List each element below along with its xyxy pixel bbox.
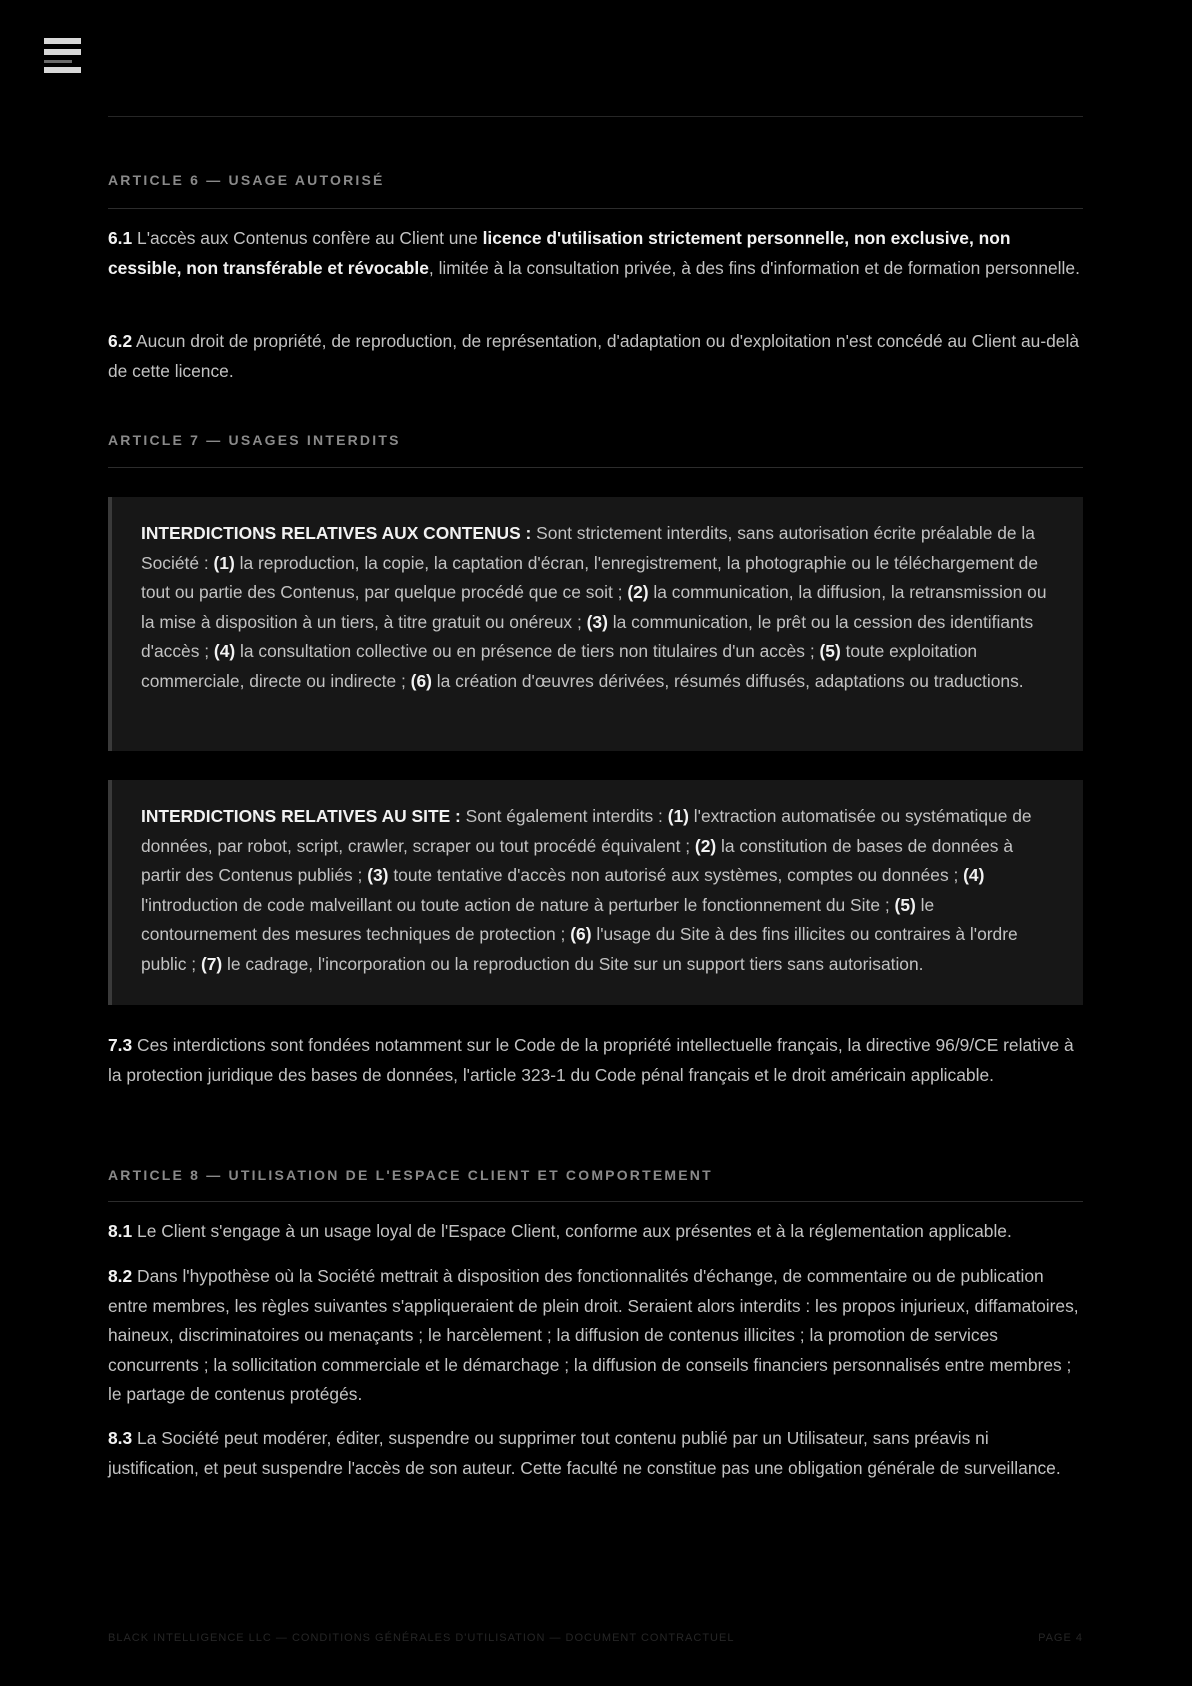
paragraph-text: La Société peut modérer, éditer, suspendre ou supprimer tout contenu publié par un Utilisateur, sans préavis ni justification, et peut suspendre l'accès de son auteur. Cette faculté ne constitue pas une obligation générale de surveillance. — [108, 1428, 1061, 1478]
paragraph-number: 6.1 — [108, 228, 133, 248]
paragraph-text: L'accès aux Contenus confère au Client une — [132, 228, 483, 248]
site-prohibitions-box — [108, 780, 1083, 1005]
item-number: (5) — [819, 641, 841, 661]
paragraph-number: 8.3 — [108, 1428, 133, 1448]
item-text: le cadrage, l'incorporation ou la reproduction du Site sur un support tiers sans autorisation. — [222, 953, 924, 974]
item-number: (1) — [213, 552, 235, 573]
paragraph-text: Le Client s'engage à un usage loyal de l'Espace Client, conforme aux présentes et à la réglementation applicable. — [132, 1221, 1012, 1241]
article-7-divider — [108, 467, 1083, 468]
footer-page-number: PAGE 4 — [1038, 1632, 1083, 1644]
paragraph-7-3 — [108, 1031, 1083, 1090]
item-number: (5) — [894, 894, 916, 915]
item-number: (3) — [586, 611, 608, 632]
article-8-divider — [108, 1201, 1083, 1202]
item-text: la reproduction, la copie, la captation d'écran, l'enregistrement, la photographie ou le téléchargement de tout ou partie des Contenus, par quelque procédé que ce soit ; — [141, 552, 1039, 602]
paragraph-6-1 — [108, 224, 1083, 283]
item-text: la création d'œuvres dérivées, résumés diffusés, adaptations ou traductions. — [431, 670, 1024, 691]
item-number: (7) — [200, 953, 223, 974]
article-6-divider — [108, 208, 1083, 209]
box-items — [141, 806, 1032, 974]
paragraph-text: Ces interdictions sont fondées notamment sur le Code de la propriété intellectuelle français, la directive 96/9/CE relative à la protection juridique des bases de données, l'article 323-1 du Code pénal français et le droit américain applicable. — [108, 1035, 1074, 1085]
content-prohibitions-box — [108, 497, 1083, 751]
paragraph-number: 7.3 — [108, 1035, 133, 1055]
item-text: l'introduction de code malveillant ou toute action de nature à perturber le fonctionnement du Site ; — [141, 894, 895, 915]
item-text: l'extraction automatisée ou systématique de données, par robot, script, crawler, scraper ou tout procédé équivalent ; — [141, 806, 1032, 856]
article-6-heading: ARTICLE 6 — USAGE AUTORISÉ — [108, 172, 385, 188]
paragraph-text: Aucun droit de propriété, de reproduction, de représentation, d'adaptation ou d'exploitation n'est concédé au Client au-delà de cette licence. — [108, 331, 1079, 381]
paragraph-emphasis: licence d'utilisation strictement personnelle, non exclusive, non cessible, non transférable et révocable — [108, 228, 1011, 278]
paragraph-text: Dans l'hypothèse où la Société mettrait à disposition des fonctionnalités d'échange, de commentaire ou de publication entre membres, les règles suivantes s'appliqueraient de plein droit. Seraient alors interdits : les propos injurieux, diffamatoires, haineux, discriminatoires ou menaçants ; le harcèlement ; la diffusion de contenus illicites ; la promotion de services concurrents ; la sollicitation commerciale et le démarchage ; la diffusion de conseils financiers personnalisés entre membres ; le partage de contenus protégés. — [108, 1266, 1079, 1404]
item-number: (2) — [694, 835, 717, 856]
box-intro: Sont également interdits : — [460, 806, 668, 826]
paragraph-number: 8.2 — [108, 1266, 133, 1286]
top-divider — [108, 116, 1083, 117]
paragraph-8-2 — [108, 1262, 1083, 1410]
item-number: (4) — [963, 865, 985, 885]
item-text: la constitution de bases de données à partir des Contenus publiés ; — [141, 835, 1014, 885]
hamburger-menu-icon[interactable] — [44, 38, 81, 75]
item-text: le contournement des mesures techniques de protection ; — [141, 894, 935, 944]
paragraph-number: 8.1 — [108, 1221, 133, 1241]
box-items — [141, 553, 1047, 691]
box-intro: Sont strictement interdits, sans autorisation écrite préalable de la Société : — [141, 523, 1035, 573]
item-text: la communication, le prêt ou la cession des identifiants d'accès ; — [141, 611, 1034, 661]
paragraph-8-3 — [108, 1424, 1083, 1483]
paragraph-number: 6.2 — [108, 331, 133, 351]
item-text: toute tentative d'accès non autorisé aux systèmes, comptes ou données ; — [388, 865, 964, 885]
item-number: (6) — [410, 670, 432, 691]
item-text: l'usage du Site à des fins illicites ou contraires à l'ordre public ; — [141, 924, 1018, 974]
item-number: (1) — [667, 806, 689, 826]
item-number: (4) — [213, 641, 236, 661]
item-text: toute exploitation commerciale, directe ou indirecte ; — [141, 641, 978, 691]
item-number: (6) — [570, 924, 592, 944]
item-text: la communication, la diffusion, la retransmission ou la mise à disposition à un tiers, à titre gratuit ou onéreux ; — [141, 582, 1047, 632]
article-8-heading: ARTICLE 8 — UTILISATION DE L'ESPACE CLIENT ET COMPORTEMENT — [108, 1167, 713, 1183]
paragraph-8-1 — [108, 1217, 1083, 1247]
footer-legal-text: BLACK INTELLIGENCE LLC — CONDITIONS GÉNÉRALES D'UTILISATION — DOCUMENT CONTRACTUEL — [108, 1632, 735, 1644]
paragraph-6-2 — [108, 327, 1083, 386]
paragraph-text: , limitée à la consultation privée, à des fins d'information et de formation personnelle. — [428, 257, 1080, 278]
item-text: la consultation collective ou en présence de tiers non titulaires d'un accès ; — [235, 641, 820, 661]
box-title: INTERDICTIONS RELATIVES AU SITE : — [141, 806, 461, 826]
article-7-heading: ARTICLE 7 — USAGES INTERDITS — [108, 432, 401, 448]
item-number: (2) — [627, 582, 649, 602]
item-number: (3) — [367, 865, 389, 885]
box-title: INTERDICTIONS RELATIVES AUX CONTENUS : — [141, 523, 532, 543]
